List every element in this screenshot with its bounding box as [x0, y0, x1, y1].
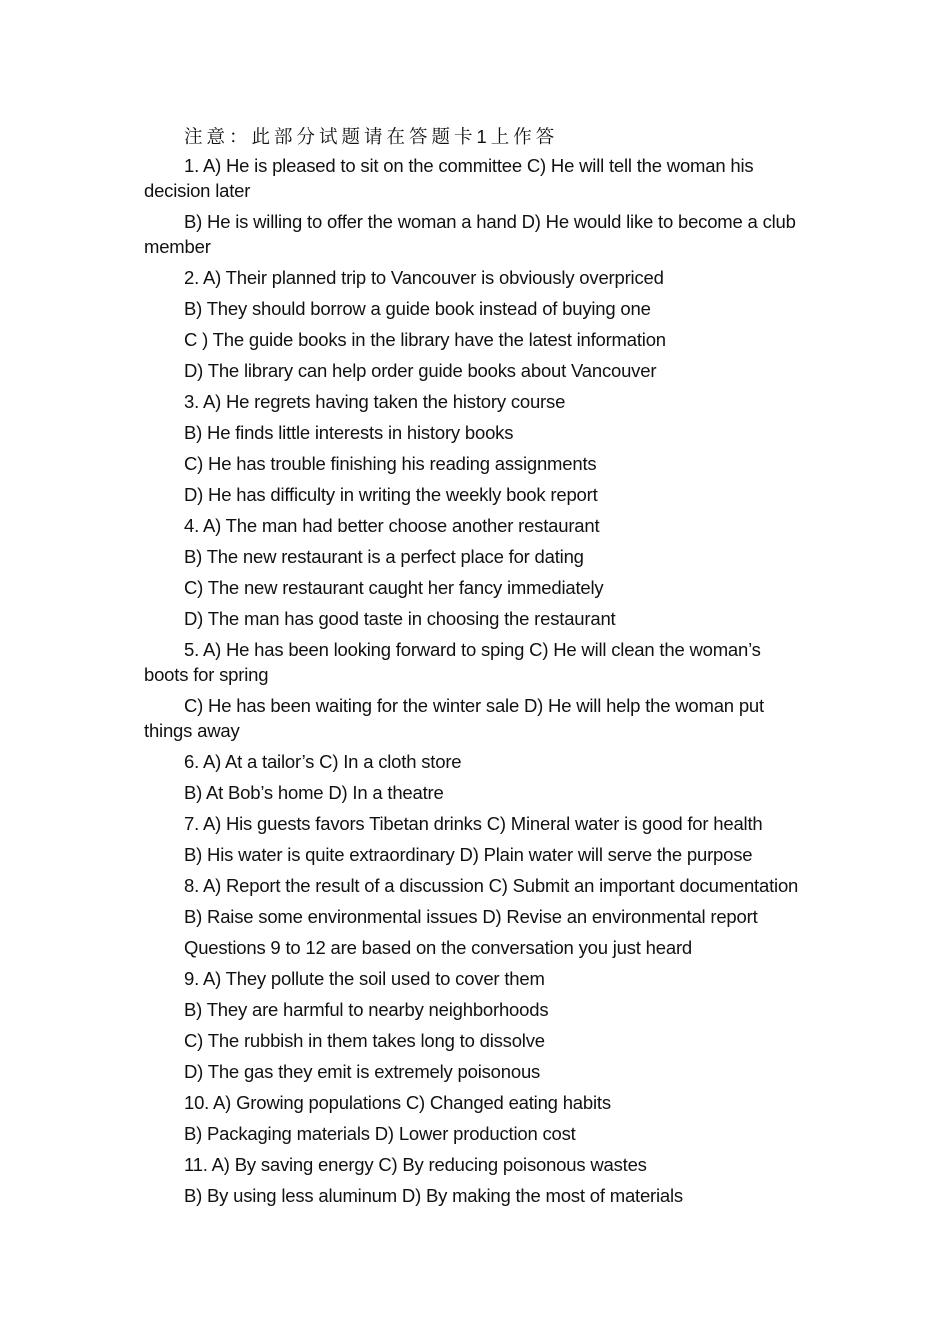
text-line: C) He has been waiting for the winter sale D) He will help the woman put things away: [144, 695, 764, 741]
section-heading: Questions 9 to 12 are based on the conversation you just heard: [184, 937, 692, 958]
text-line: 5. A) He has been looking forward to sping C) He will clean the woman’s boots for spring: [144, 639, 761, 685]
text-line: D) He has difficulty in writing the weekly book report: [184, 484, 598, 505]
text-line: B) At Bob’s home D) In a theatre: [184, 782, 444, 803]
text-line: 9. A) They pollute the soil used to cover them: [184, 968, 545, 989]
text-line: B) His water is quite extraordinary D) Plain water will serve the purpose: [184, 844, 753, 865]
text-line: C) He has trouble finishing his reading assignments: [184, 453, 597, 474]
text-line: D) The gas they emit is extremely poisonous: [184, 1061, 541, 1082]
text-line: 10. A) Growing populations C) Changed eating habits: [184, 1092, 611, 1113]
text-line: 11. A) By saving energy C) By reducing poisonous wastes: [184, 1154, 647, 1175]
text-line: C) The new restaurant caught her fancy immediately: [184, 577, 604, 598]
document-body: [144, 124, 809, 1214]
text-line: 2. A) Their planned trip to Vancouver is obviously overpriced: [184, 267, 664, 288]
text-line: 3. A) He regrets having taken the history course: [184, 391, 566, 412]
instruction-notice: 注意：此部分试题请在答题卡1上作答: [184, 126, 559, 147]
text-line: B) Raise some environmental issues D) Revise an environmental report: [184, 906, 758, 927]
text-line: 6. A) At a tailor’s C) In a cloth store: [184, 751, 462, 772]
text-line: C) The rubbish in them takes long to dissolve: [184, 1030, 545, 1051]
text-line: 4. A) The man had better choose another restaurant: [184, 515, 600, 536]
text-line: C ) The guide books in the library have the latest information: [184, 329, 666, 350]
text-line: D) The library can help order guide books about Vancouver: [184, 360, 657, 381]
text-line: B) By using less aluminum D) By making the most of materials: [184, 1185, 683, 1206]
text-line: 8. A) Report the result of a discussion C) Submit an important documentation: [184, 875, 799, 896]
text-line: B) They are harmful to nearby neighborhoods: [184, 999, 549, 1020]
text-line: 7. A) His guests favors Tibetan drinks C) Mineral water is good for health: [184, 813, 763, 834]
text-line: B) He is willing to offer the woman a hand D) He would like to become a club member: [144, 211, 796, 257]
text-line: D) The man has good taste in choosing the restaurant: [184, 608, 616, 629]
text-line: B) The new restaurant is a perfect place for dating: [184, 546, 584, 567]
text-line: B) They should borrow a guide book instead of buying one: [184, 298, 651, 319]
text-line: B) He finds little interests in history books: [184, 422, 514, 443]
text-line: B) Packaging materials D) Lower production cost: [184, 1123, 576, 1144]
text-line: 1. A) He is pleased to sit on the committee C) He will tell the woman his decision later: [144, 155, 754, 201]
